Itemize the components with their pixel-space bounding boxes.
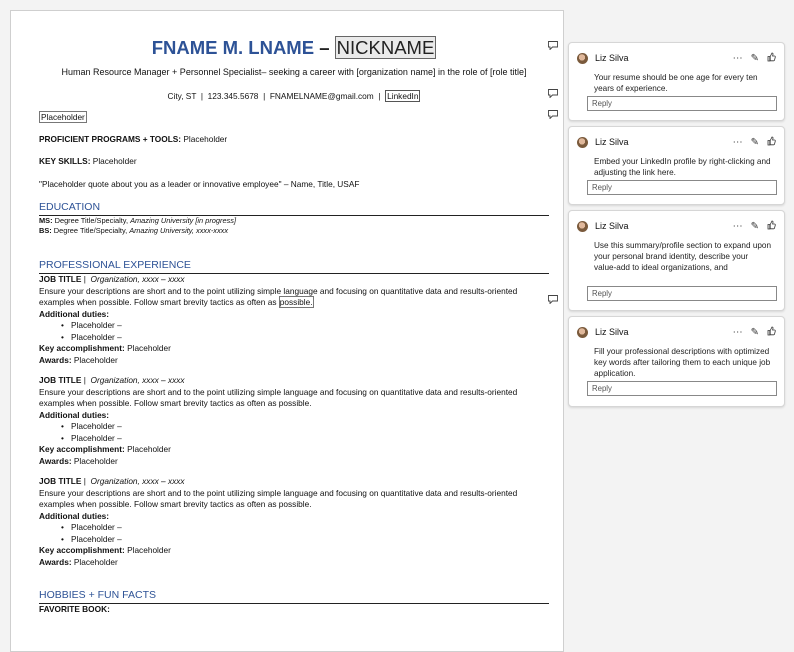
- comment-author: Liz Silva: [595, 327, 629, 337]
- reply-input[interactable]: Reply: [587, 180, 777, 195]
- comment-actions: [733, 52, 776, 65]
- duty-item: • Placeholder –: [39, 433, 549, 445]
- accomplishment-line: [39, 343, 549, 355]
- avatar: [577, 53, 588, 64]
- comment-author: Liz Silva: [595, 53, 629, 63]
- comment-actions: [733, 326, 776, 339]
- ms-school: Amazing University [in progress]: [130, 216, 237, 225]
- awards-value: Placeholder: [71, 455, 118, 466]
- awards-line: [39, 355, 549, 367]
- awards-label: Awards:: [39, 455, 72, 466]
- favorite-book-label: FAVORITE BOOK:: [39, 604, 110, 614]
- job-title: JOB TITLE: [39, 274, 82, 284]
- ms-degree: Degree Title/Specialty,: [52, 216, 131, 225]
- job-entry: [39, 476, 549, 568]
- linkedin-link[interactable]: LinkedIn: [387, 91, 419, 101]
- job-description: Ensure your descriptions are short and to the point utilizing simple language and focusing on quantitative data and results-oriented: [39, 386, 518, 397]
- bs-label: BS:: [39, 226, 52, 235]
- job-header: JOB TITLE | Organization, xxxx – xxxx: [39, 476, 185, 486]
- duties-label: [39, 410, 549, 422]
- accomplishment-label: Key accomplishment:: [39, 444, 125, 454]
- accomplishment-value: Placeholder: [124, 343, 171, 353]
- job-description: Ensure your descriptions are short and to the point utilizing simple language and focusing on quantitative data and results-oriented: [39, 285, 518, 296]
- awards-value: Placeholder: [71, 556, 118, 567]
- quote-line: "Placeholder quote about you as a leader or innovative employee" – Name, Title, USAF: [39, 179, 360, 189]
- awards-label: Awards:: [39, 354, 72, 365]
- accomplishment-value: Placeholder: [124, 444, 171, 454]
- duty-item: • Placeholder –: [39, 534, 549, 546]
- accomplishment-line: [39, 444, 549, 456]
- bs-degree: Degree Title/Specialty,: [51, 226, 130, 235]
- comment-header: [577, 136, 776, 150]
- resume-nickname[interactable]: NICKNAME: [336, 37, 435, 58]
- job-org: Organization, xxxx – xxxx: [90, 375, 185, 385]
- skills-value: Placeholder: [90, 156, 137, 166]
- duty-item: • Placeholder –: [39, 332, 549, 344]
- pencil-icon[interactable]: ✎: [750, 221, 759, 232]
- thumbs-up-icon[interactable]: [767, 326, 776, 339]
- job-title: JOB TITLE: [39, 375, 82, 385]
- comment-author: Liz Silva: [595, 221, 629, 231]
- comment-marker-icon[interactable]: [548, 41, 558, 50]
- job-description: examples when possible. Follow smart brevity tactics as often as possible.: [39, 398, 312, 408]
- accomplishment-label: Key accomplishment:: [39, 343, 125, 353]
- avatar: [577, 137, 588, 148]
- comment-marker-icon[interactable]: [548, 110, 558, 119]
- summary-line: [39, 112, 549, 124]
- contact-email: FNAMELNAME@gmail.com: [269, 91, 374, 101]
- job-entry: [39, 274, 549, 366]
- more-options-icon[interactable]: ⋯: [732, 221, 743, 232]
- comment-card[interactable]: [568, 210, 785, 311]
- awards-line: [39, 557, 549, 569]
- summary-placeholder[interactable]: Placeholder: [41, 112, 85, 122]
- bs-school: Amazing University, xxxx-xxxx: [129, 226, 229, 235]
- duties-label-text: Additional duties:: [39, 510, 110, 521]
- comment-text: Use this summary/profile section to expand upon your personal brand identity, describe your value-add to ideal organizations, and: [594, 241, 772, 272]
- pencil-icon[interactable]: ✎: [750, 327, 759, 338]
- job-header: JOB TITLE | Organization, xxxx – xxxx: [39, 375, 185, 385]
- job-org: Organization, xxxx – xxxx: [90, 476, 185, 486]
- contact-city: City, ST: [167, 91, 197, 101]
- favorite-book-line: [39, 604, 549, 616]
- comment-card[interactable]: [568, 316, 785, 407]
- awards-line: [39, 456, 549, 468]
- avatar: [577, 327, 588, 338]
- comment-header: [577, 326, 776, 340]
- duty-item: • Placeholder –: [39, 522, 549, 534]
- comment-text: Embed your LinkedIn profile by right-clicking and adjusting the link here.: [594, 157, 771, 177]
- education-heading: EDUCATION: [39, 201, 549, 216]
- education-ms: [39, 216, 549, 226]
- comment-header: [577, 220, 776, 234]
- job-entry: [39, 375, 549, 467]
- accomplishment-line: [39, 545, 549, 557]
- job-description: Ensure your descriptions are short and to the point utilizing simple language and focusing on quantitative data and results-oriented: [39, 487, 518, 498]
- more-options-icon[interactable]: ⋯: [732, 53, 743, 64]
- reply-input[interactable]: Reply: [587, 381, 777, 396]
- accomplishment-value: Placeholder: [124, 545, 171, 555]
- education-bs: [39, 226, 549, 236]
- comment-card[interactable]: [568, 42, 785, 121]
- hobbies-heading: HOBBIES + FUN FACTS: [39, 589, 549, 604]
- contact-divider: |: [263, 91, 266, 101]
- programs-label: PROFICIENT PROGRAMS + TOOLS:: [39, 134, 182, 144]
- comment-card[interactable]: [568, 126, 785, 205]
- comment-header: [577, 52, 776, 66]
- thumbs-up-icon[interactable]: [767, 220, 776, 233]
- duties-label-text: Additional duties:: [39, 409, 110, 420]
- duties-label-text: Additional duties:: [39, 308, 110, 319]
- job-header: JOB TITLE | Organization, xxxx – xxxx: [39, 274, 185, 284]
- awards-label: Awards:: [39, 556, 72, 567]
- awards-value: Placeholder: [71, 354, 118, 365]
- programs-line: [39, 134, 549, 146]
- duty-item: • Placeholder –: [39, 421, 549, 433]
- job-org: Organization, xxxx – xxxx: [90, 274, 185, 284]
- avatar: [577, 221, 588, 232]
- thumbs-up-icon[interactable]: [767, 52, 776, 65]
- resume-subtitle: Human Resource Manager + Personnel Specialist– seeking a career with [organization name] in the role of [role title]: [61, 67, 527, 77]
- job-description: [39, 297, 549, 309]
- reply-input[interactable]: Reply: [587, 96, 777, 111]
- comment-text: Your resume should be one age for every ten years of experience.: [594, 73, 758, 93]
- thumbs-up-icon[interactable]: [767, 136, 776, 149]
- contact-phone: 123.345.5678: [207, 91, 259, 101]
- comment-author: Liz Silva: [595, 137, 629, 147]
- duty-item: • Placeholder –: [39, 320, 549, 332]
- skills-label: KEY SKILLS:: [39, 156, 91, 166]
- programs-value: Placeholder: [181, 134, 228, 144]
- commented-text[interactable]: possible.: [279, 297, 313, 307]
- contact-divider: |: [378, 91, 381, 101]
- name-separator: –: [314, 37, 335, 58]
- comment-marker-icon[interactable]: [548, 295, 558, 304]
- experience-heading: PROFESSIONAL EXPERIENCE: [39, 259, 549, 274]
- document-page: [10, 10, 564, 652]
- contact-divider: |: [200, 91, 204, 101]
- job-title: JOB TITLE: [39, 476, 82, 486]
- pencil-icon[interactable]: ✎: [750, 137, 759, 148]
- skills-line: [39, 156, 549, 168]
- ms-label: MS:: [39, 216, 53, 225]
- pencil-icon[interactable]: ✎: [750, 53, 759, 64]
- comment-marker-icon[interactable]: [548, 89, 558, 98]
- comment-actions: [733, 220, 776, 233]
- comment-text: Fill your professional descriptions with optimized key words after tailoring them to each unique job application.: [594, 347, 771, 378]
- resume-name-line: [39, 37, 549, 58]
- accomplishment-label: Key accomplishment:: [39, 545, 125, 555]
- reply-input[interactable]: Reply: [587, 286, 777, 301]
- job-description-text: examples when possible. Follow smart brevity tactics as often as: [39, 297, 279, 307]
- more-options-icon[interactable]: ⋯: [732, 137, 743, 148]
- more-options-icon[interactable]: ⋯: [732, 327, 743, 338]
- comment-actions: [733, 136, 776, 149]
- job-description: examples when possible. Follow smart brevity tactics as often as possible.: [39, 499, 312, 509]
- contact-line: [39, 91, 549, 103]
- duties-label: [39, 511, 549, 523]
- resume-name: FNAME M. LNAME: [151, 37, 315, 58]
- duties-label: [39, 309, 549, 321]
